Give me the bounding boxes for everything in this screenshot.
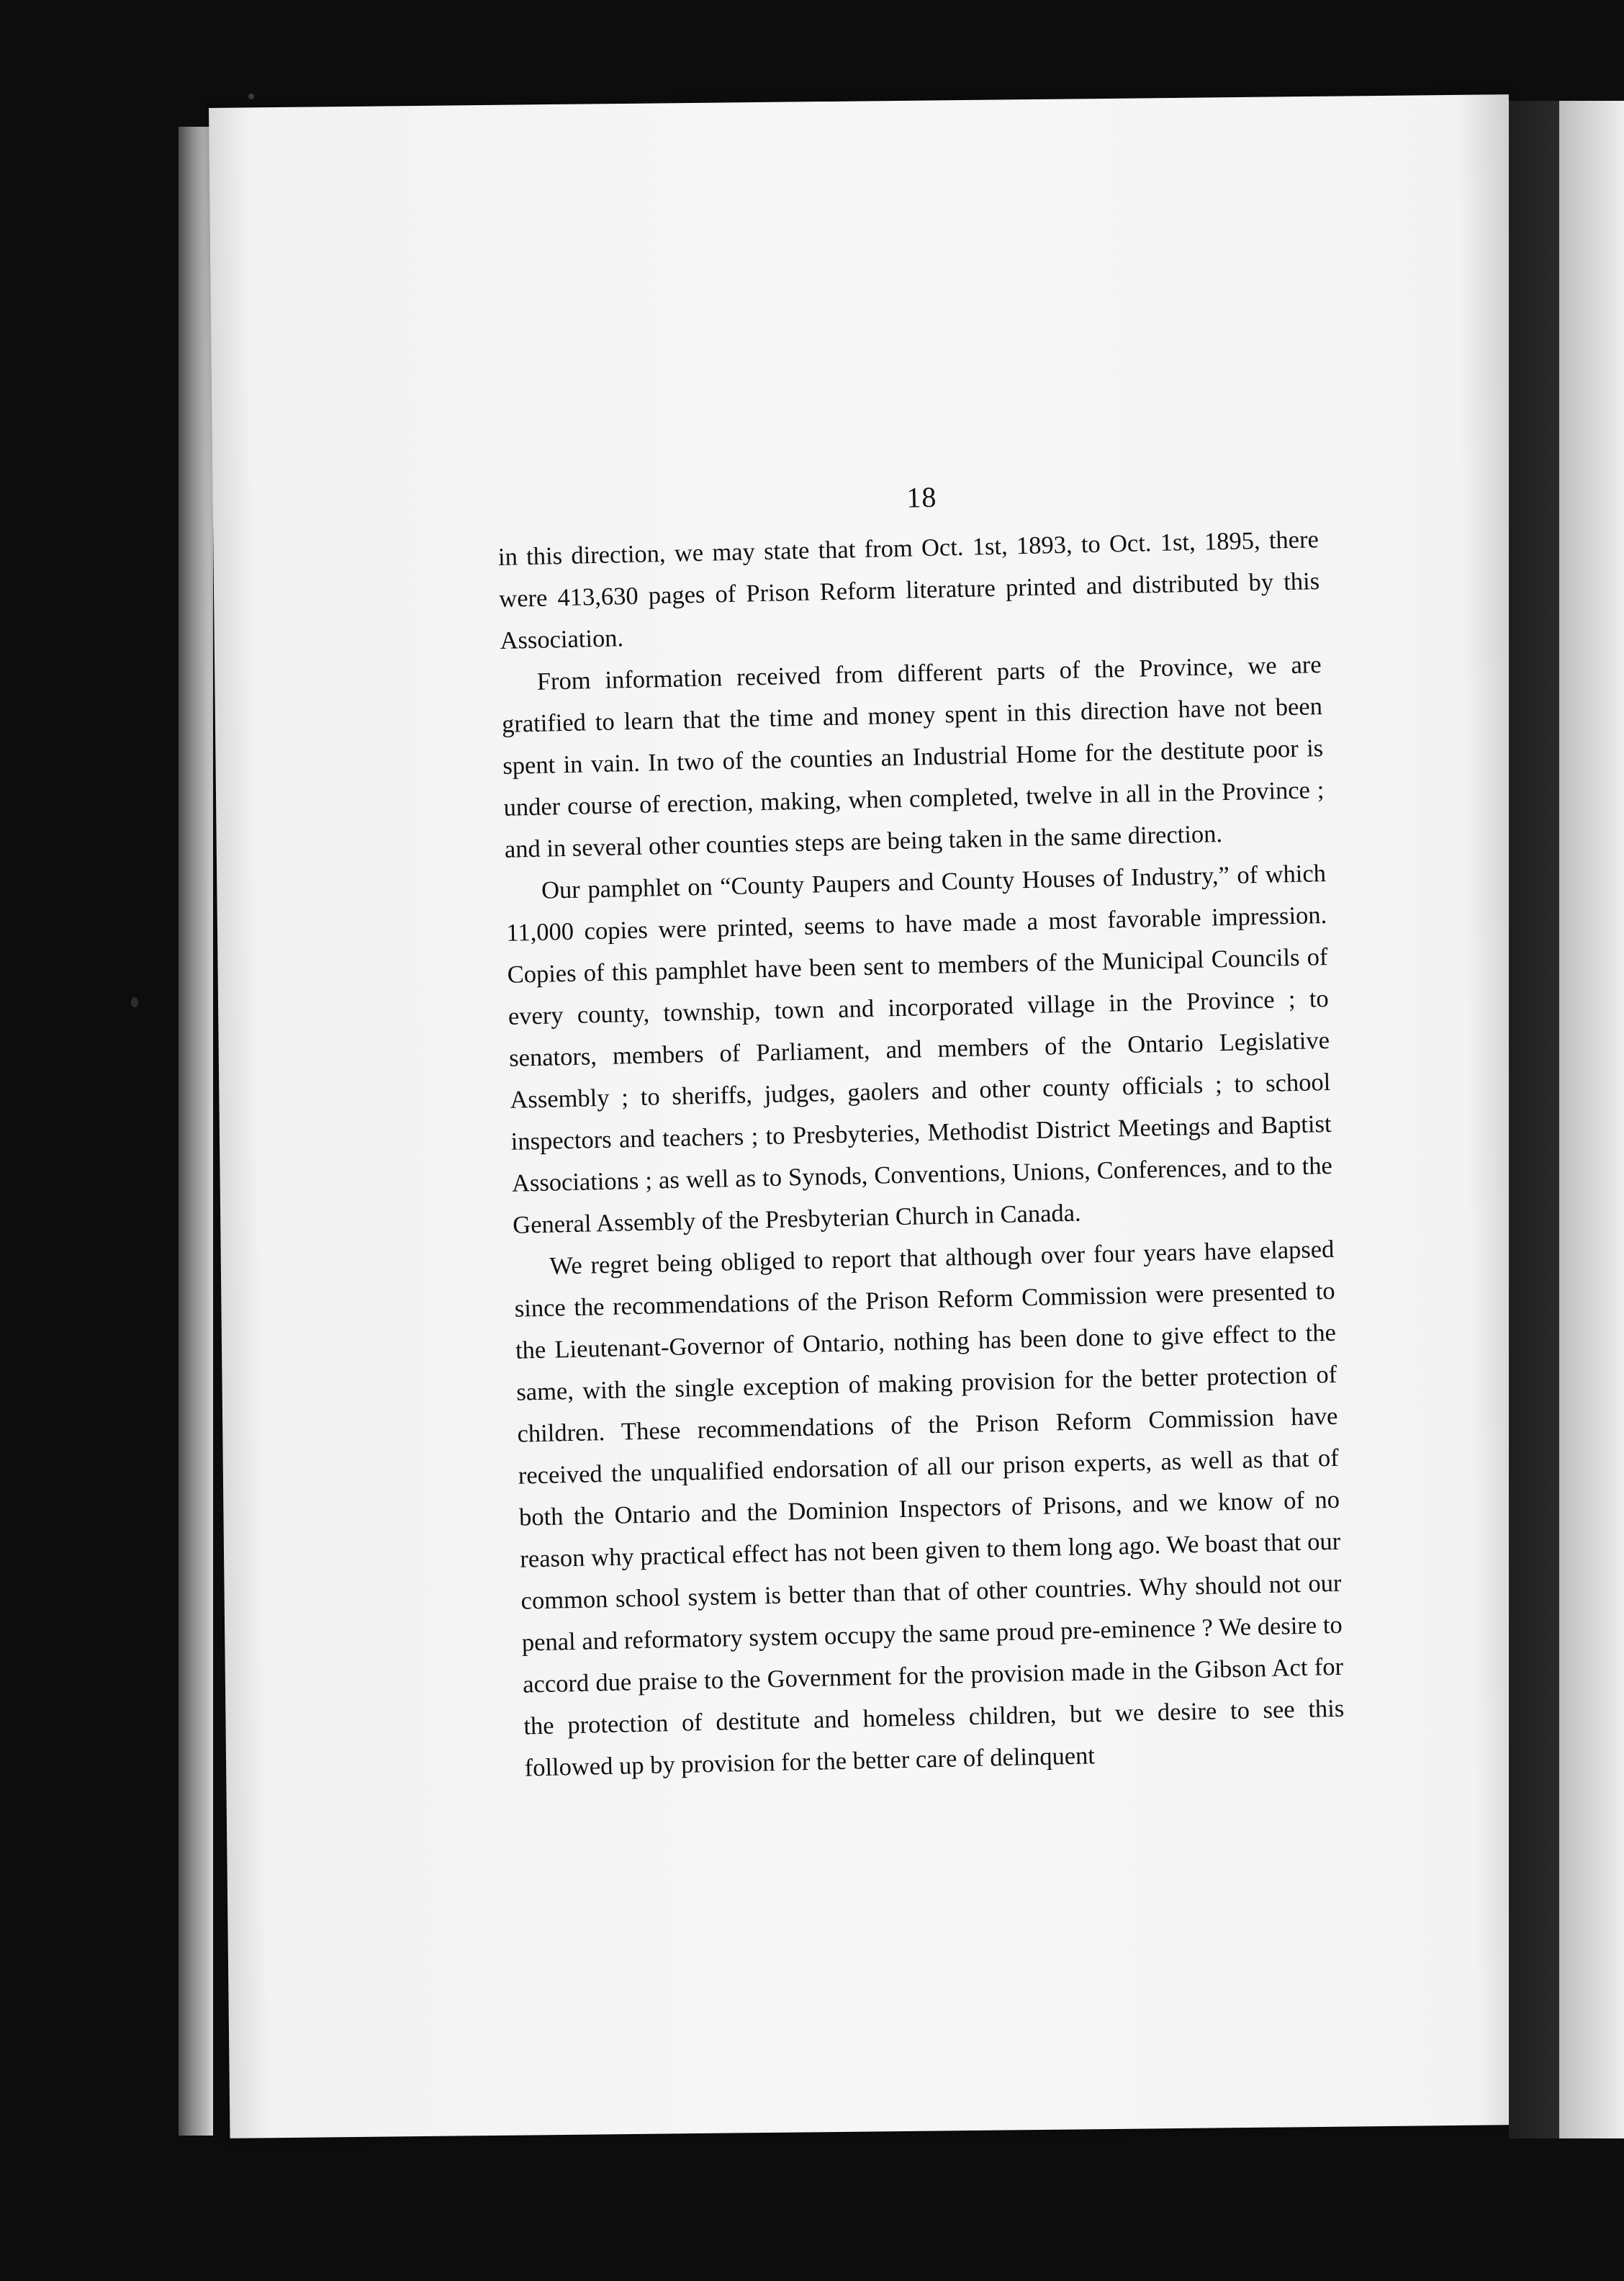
scan-speck bbox=[248, 94, 254, 99]
paragraph bbox=[497, 518, 1321, 662]
paragraph bbox=[513, 1228, 1345, 1789]
paragraph-text: We regret being obliged to report that although over four years have elapsed since the recommendations of the Prison Reform Commission were presented to the Lieutenant-Governor of Ontario, nothing has been done to give effect to the same, with the single exception of making provision for the better protection of children. These recommendations of the Prison Reform Commission have received the unqualified endorsation of all our prison experts, as well as that of both the Ontario and the Dominion Inspectors of Prisons, and we know of no reason why practical effect has not been given to them long ago. We boast that our common school system is better than that of other countries. Why should not our penal and reformatory system occupy the same proud pre-eminence ? We desire to accord due praise to the Government for the provision made in the Gibson Act for the protection of destitute and homeless children, but we desire to see this followed up by provision for the better care of delinquent bbox=[514, 1235, 1345, 1782]
page-text-block bbox=[497, 472, 1345, 1789]
paragraph-indent bbox=[514, 1274, 550, 1275]
paragraph bbox=[505, 852, 1334, 1246]
paragraph bbox=[500, 644, 1325, 870]
page-edge bbox=[179, 127, 213, 2136]
paragraph-text: in this direction, we may state that from Oct. 1st, 1893, to Oct. 1st, 1895, there were 413,630 pages of Prison Reform literature printed and distributed by this Association. bbox=[497, 526, 1320, 654]
book-gutter bbox=[1509, 101, 1559, 2138]
page-number: 18 bbox=[906, 480, 937, 514]
paragraph-text: Our pamphlet on “County Paupers and County Houses of Industry,” of which 11,000 copies were printed, seems to have made a most favorable impression. Copies of this pamphlet have been sent to members of the Municipal Councils of every county, township, town and incorporated village in the Province ; to senators, members of Parliament, and members of the Ontario Legislative Assembly ; to sheriffs, judges, gaolers and other county officials ; to school inspectors and teachers ; to Presbyteries, Methodist District Meetings and Baptist Associations ; as well as to Synods, Conventions, Unions, Conferences, and to the General Assembly of the Presbyterian Church in Canada. bbox=[506, 860, 1333, 1239]
scan-speck bbox=[131, 997, 138, 1007]
paragraph-text: From information received from different parts of the Province, we are gratified to learn that the time and money spent in this direction have not been spent in vain. In two of the counties an Industrial Home for the destitute poor is under course of erection, making, when completed, twelve in all in the Province ; and in several other counties steps are being taken in the same direction. bbox=[501, 651, 1325, 863]
adjacent-page-edge bbox=[1559, 101, 1624, 2138]
